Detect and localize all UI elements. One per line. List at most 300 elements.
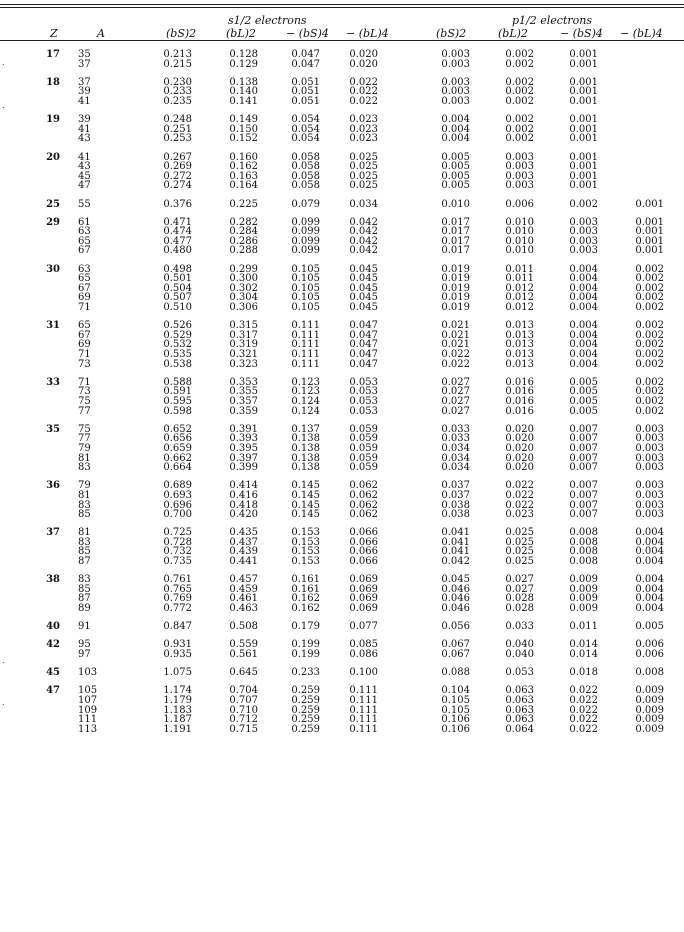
header-a: A [97, 27, 105, 40]
s-bl4-cell: 0.059 [349, 433, 378, 445]
s-bl2-cell: 0.418 [229, 499, 258, 511]
s-bs2-cell: 0.591 [163, 386, 192, 398]
p-bs2-cell: 0.021 [441, 320, 470, 332]
a-cell: 39 [78, 86, 91, 98]
a-cell: 37 [78, 76, 91, 88]
p-bl2-cell: 0.028 [505, 603, 534, 615]
z-cell: 40 [46, 621, 60, 633]
a-cell: 109 [78, 704, 98, 716]
a-cell: 81 [78, 489, 91, 501]
p-bs4-cell: 0.005 [569, 395, 598, 407]
p-bs4-cell: 0.009 [569, 574, 598, 586]
a-cell: 79 [78, 442, 91, 454]
s-bl4-cell: 0.042 [349, 235, 378, 247]
s-bs2-cell: 0.501 [163, 273, 192, 285]
table-row [0, 650, 684, 660]
p-bs2-cell: 0.027 [441, 386, 470, 398]
s-bs2-cell: 0.213 [163, 49, 192, 60]
s-bs4-cell: 0.199 [291, 639, 320, 651]
s-bs2-cell: 0.274 [163, 180, 192, 192]
s-bl4-cell: 0.034 [349, 198, 378, 210]
s-bl2-cell: 0.140 [229, 86, 258, 98]
s-bs2-cell: 0.761 [163, 574, 192, 586]
s-bl2-cell: 0.302 [229, 282, 258, 294]
p-bs2-cell: 0.003 [441, 86, 470, 98]
s-bs2-cell: 0.725 [163, 527, 192, 539]
table-row [0, 510, 684, 520]
s-bl2-cell: 0.162 [229, 161, 258, 173]
s-bs2-cell: 0.935 [163, 649, 192, 660]
p-bl2-cell: 0.011 [505, 263, 534, 275]
element-group [0, 265, 684, 313]
s-bs2-cell: 0.535 [163, 349, 192, 360]
p-bs2-cell: 0.033 [441, 433, 470, 445]
s-bl4-cell: 0.086 [349, 649, 378, 660]
a-cell: 67 [78, 245, 91, 257]
s-bl2-cell: 0.282 [229, 216, 258, 228]
s-bs4-cell: 0.145 [291, 509, 320, 521]
p-bl4-cell: 0.002 [635, 320, 664, 332]
p-bs4-cell: 0.022 [569, 704, 598, 716]
p-bs2-cell: 0.017 [441, 216, 470, 228]
s-bs4-cell: 0.161 [291, 574, 320, 586]
s-bl4-cell: 0.045 [349, 302, 378, 314]
p-bs2-cell: 0.041 [441, 546, 470, 558]
p-bs4-cell: 0.007 [569, 462, 598, 474]
top-rule [0, 4, 684, 5]
s-bl2-cell: 0.508 [229, 621, 258, 633]
s-bl2-cell: 0.459 [229, 583, 258, 595]
p-bl2-cell: 0.002 [505, 58, 534, 70]
s-bs4-cell: 0.105 [291, 273, 320, 285]
p-bs4-cell: 0.005 [569, 386, 598, 398]
p-bs2-cell: 0.027 [441, 405, 470, 417]
p-bs4-cell: 0.003 [569, 245, 598, 257]
a-cell: 95 [78, 639, 91, 651]
p-bl2-cell: 0.063 [505, 704, 534, 716]
a-cell: 55 [78, 198, 91, 210]
p-bs2-cell: 0.005 [441, 170, 470, 182]
p-bl4-cell: 0.009 [635, 704, 664, 716]
table-row [0, 134, 684, 144]
p-bl4-cell: 0.002 [635, 273, 664, 285]
table-row [0, 604, 684, 614]
table-row [0, 303, 684, 313]
s-bs4-cell: 0.259 [291, 685, 320, 697]
s-bl4-cell: 0.111 [349, 694, 378, 706]
p-bl2-cell: 0.028 [505, 593, 534, 605]
p-bs2-cell: 0.005 [441, 180, 470, 192]
element-group [0, 218, 684, 256]
s-bs4-cell: 0.099 [291, 226, 320, 238]
s-bl4-cell: 0.022 [349, 86, 378, 98]
s-bl2-cell: 0.707 [229, 694, 258, 706]
header-p-bl4: − (bL)4 [620, 27, 663, 40]
p-bs2-cell: 0.017 [441, 235, 470, 247]
p-bs4-cell: 0.001 [569, 114, 598, 126]
s-bs4-cell: 0.099 [291, 235, 320, 247]
s-bl2-cell: 0.457 [229, 574, 258, 586]
p-bs2-cell: 0.067 [441, 639, 470, 651]
a-cell: 107 [78, 694, 98, 706]
s-bl2-cell: 0.353 [229, 376, 258, 388]
s-bl2-cell: 0.414 [229, 480, 258, 492]
a-cell: 71 [78, 376, 91, 388]
p-bs2-cell: 0.027 [441, 395, 470, 407]
p-bs2-cell: 0.033 [441, 423, 470, 435]
s-bl4-cell: 0.062 [349, 499, 378, 511]
p-bl4-cell: 0.001 [635, 216, 664, 228]
a-cell: 75 [78, 423, 91, 435]
s-bs4-cell: 0.153 [291, 546, 320, 558]
p-bs2-cell: 0.019 [441, 302, 470, 314]
header-p-bs2: (bS)2 [436, 27, 467, 40]
a-cell: 71 [78, 302, 91, 314]
s-bl4-cell: 0.059 [349, 442, 378, 454]
p-bl4-cell: 0.004 [635, 593, 664, 605]
a-cell: 41 [78, 95, 91, 107]
p-bl4-cell: 0.002 [635, 339, 664, 351]
s-bl4-cell: 0.047 [349, 320, 378, 332]
a-cell: 85 [78, 583, 91, 595]
a-cell: 97 [78, 649, 91, 660]
s-bl4-cell: 0.025 [349, 161, 378, 173]
p-bl2-cell: 0.002 [505, 133, 534, 145]
p-bs2-cell: 0.106 [441, 723, 470, 735]
p-bs4-cell: 0.001 [569, 95, 598, 107]
a-cell: 39 [78, 114, 91, 126]
a-cell: 41 [78, 151, 91, 163]
s-bs4-cell: 0.058 [291, 151, 320, 163]
p-bs4-cell: 0.001 [569, 49, 598, 60]
s-bl4-cell: 0.025 [349, 170, 378, 182]
p-bs4-cell: 0.004 [569, 320, 598, 332]
p-bs2-cell: 0.045 [441, 574, 470, 586]
table-row [0, 60, 684, 70]
p-bs2-cell: 0.017 [441, 226, 470, 238]
s-bl2-cell: 0.710 [229, 704, 258, 716]
s-bs4-cell: 0.111 [291, 339, 320, 351]
p-bs2-cell: 0.037 [441, 489, 470, 501]
p-bl2-cell: 0.027 [505, 583, 534, 595]
p-bl2-cell: 0.025 [505, 556, 534, 568]
header-s-bl2: (bL)2 [226, 27, 256, 40]
a-cell: 73 [78, 386, 91, 398]
p-bs4-cell: 0.001 [569, 123, 598, 135]
p-bs4-cell: 0.004 [569, 292, 598, 304]
s-bl2-cell: 0.141 [229, 95, 258, 107]
p-bl4-cell: 0.001 [635, 245, 664, 257]
a-cell: 103 [78, 667, 98, 679]
s-bs4-cell: 0.161 [291, 583, 320, 595]
p-bl4-cell: 0.003 [635, 423, 664, 435]
element-group [0, 78, 684, 107]
p-bs2-cell: 0.105 [441, 704, 470, 716]
top-rule-2 [0, 7, 684, 8]
s-bs4-cell: 0.179 [291, 621, 320, 633]
s-bs4-cell: 0.058 [291, 180, 320, 192]
s-bs2-cell: 0.480 [163, 245, 192, 257]
p-bl2-cell: 0.020 [505, 442, 534, 454]
p-bs4-cell: 0.007 [569, 499, 598, 511]
s-bs2-cell: 0.728 [163, 536, 192, 548]
a-cell: 91 [78, 621, 91, 633]
s-bl4-cell: 0.047 [349, 349, 378, 360]
s-bs4-cell: 0.259 [291, 714, 320, 726]
s-bs2-cell: 0.765 [163, 583, 192, 595]
s-bs2-cell: 0.529 [163, 329, 192, 341]
p-bl2-cell: 0.016 [505, 376, 534, 388]
p-bs4-cell: 0.005 [569, 376, 598, 388]
a-cell: 85 [78, 509, 91, 521]
s-bl4-cell: 0.062 [349, 489, 378, 501]
a-cell: 63 [78, 263, 91, 275]
s-bl2-cell: 0.150 [229, 123, 258, 135]
p-bl4-cell: 0.004 [635, 527, 664, 539]
s-bs2-cell: 0.689 [163, 480, 192, 492]
s-bs2-cell: 0.248 [163, 114, 192, 126]
s-bl4-cell: 0.042 [349, 245, 378, 257]
p-bl2-cell: 0.010 [505, 235, 534, 247]
element-group [0, 528, 684, 566]
s-bs2-cell: 1.191 [163, 723, 192, 735]
table-row [0, 97, 684, 107]
p-bl4-cell: 0.002 [635, 358, 664, 370]
z-cell: 17 [46, 49, 60, 60]
p-bl2-cell: 0.003 [505, 161, 534, 173]
s-bl4-cell: 0.111 [349, 714, 378, 726]
z-cell: 47 [46, 685, 60, 697]
s-bl2-cell: 0.441 [229, 556, 258, 568]
p-bs2-cell: 0.019 [441, 263, 470, 275]
s-bs2-cell: 0.656 [163, 433, 192, 445]
s-bl2-cell: 0.715 [229, 723, 258, 735]
s-bl4-cell: 0.069 [349, 574, 378, 586]
s-bs4-cell: 0.105 [291, 302, 320, 314]
s-bl4-cell: 0.045 [349, 273, 378, 285]
p-bl2-cell: 0.040 [505, 649, 534, 660]
p-bl4-cell: 0.005 [635, 621, 664, 633]
a-cell: 65 [78, 235, 91, 247]
s-bl4-cell: 0.053 [349, 386, 378, 398]
a-cell: 45 [78, 170, 91, 182]
s-bs2-cell: 0.772 [163, 603, 192, 615]
table-row [0, 557, 684, 567]
p-bl2-cell: 0.025 [505, 536, 534, 548]
a-cell: 89 [78, 603, 91, 615]
s-bl4-cell: 0.020 [349, 58, 378, 70]
p-bl4-cell: 0.003 [635, 452, 664, 464]
s-bs2-cell: 0.652 [163, 423, 192, 435]
a-cell: 75 [78, 395, 91, 407]
s-bl2-cell: 0.319 [229, 339, 258, 351]
z-cell: 25 [46, 198, 60, 210]
s-bl4-cell: 0.022 [349, 76, 378, 88]
s-bl4-cell: 0.023 [349, 133, 378, 145]
p-bs2-cell: 0.034 [441, 442, 470, 454]
a-cell: 47 [78, 180, 91, 192]
s-bs4-cell: 0.099 [291, 245, 320, 257]
p-bl2-cell: 0.003 [505, 180, 534, 192]
p-bs2-cell: 0.005 [441, 151, 470, 163]
s-bl2-cell: 0.393 [229, 433, 258, 445]
a-cell: 61 [78, 216, 91, 228]
s-bs2-cell: 0.931 [163, 639, 192, 651]
table-row [0, 463, 684, 473]
p-bs4-cell: 0.004 [569, 329, 598, 341]
p-bs2-cell: 0.004 [441, 114, 470, 126]
p-bl2-cell: 0.023 [505, 509, 534, 521]
p-bl4-cell: 0.002 [635, 349, 664, 360]
p-bs2-cell: 0.038 [441, 509, 470, 521]
p-bs4-cell: 0.008 [569, 536, 598, 548]
p-bl2-cell: 0.012 [505, 302, 534, 314]
p-bl4-cell: 0.002 [635, 263, 664, 275]
p-bl4-cell: 0.003 [635, 509, 664, 521]
p-bl4-cell: 0.003 [635, 462, 664, 474]
a-cell: 35 [78, 49, 91, 60]
s-bs2-cell: 0.847 [163, 621, 192, 633]
s-bs2-cell: 0.471 [163, 216, 192, 228]
element-group [0, 622, 684, 632]
a-cell: 37 [78, 58, 91, 70]
s-bs2-cell: 0.588 [163, 376, 192, 388]
p-bl2-cell: 0.033 [505, 621, 534, 633]
s-bl4-cell: 0.047 [349, 339, 378, 351]
p-bl4-cell: 0.004 [635, 574, 664, 586]
s-bl2-cell: 0.288 [229, 245, 258, 257]
s-bs2-cell: 1.174 [163, 685, 192, 697]
s-bs4-cell: 0.138 [291, 442, 320, 454]
p-bl4-cell: 0.004 [635, 546, 664, 558]
p-bl2-cell: 0.025 [505, 527, 534, 539]
s-bs4-cell: 0.138 [291, 433, 320, 445]
s-bs2-cell: 0.662 [163, 452, 192, 464]
p-bl4-cell: 0.004 [635, 556, 664, 568]
p-bl2-cell: 0.020 [505, 433, 534, 445]
s-bl2-cell: 0.704 [229, 685, 258, 697]
p-bl4-cell: 0.009 [635, 714, 664, 726]
s-bl4-cell: 0.045 [349, 282, 378, 294]
p-bs2-cell: 0.003 [441, 95, 470, 107]
s-bl2-cell: 0.152 [229, 133, 258, 145]
p-bl2-cell: 0.010 [505, 245, 534, 257]
p-bs4-cell: 0.004 [569, 263, 598, 275]
a-cell: 73 [78, 358, 91, 370]
table-row [0, 200, 684, 210]
p-bs4-cell: 0.008 [569, 556, 598, 568]
p-bs4-cell: 0.004 [569, 302, 598, 314]
a-cell: 65 [78, 320, 91, 332]
p-bs2-cell: 0.004 [441, 123, 470, 135]
p-bl4-cell: 0.003 [635, 489, 664, 501]
a-cell: 79 [78, 480, 91, 492]
p-bs4-cell: 0.004 [569, 273, 598, 285]
a-cell: 111 [78, 714, 98, 726]
p-bs4-cell: 0.007 [569, 442, 598, 454]
s-bs2-cell: 1.179 [163, 694, 192, 706]
p-bs4-cell: 0.007 [569, 489, 598, 501]
s-bs4-cell: 0.111 [291, 329, 320, 341]
s-bs2-cell: 0.233 [163, 86, 192, 98]
element-group [0, 153, 684, 191]
s-bs4-cell: 0.054 [291, 114, 320, 126]
s-bs4-cell: 0.199 [291, 649, 320, 660]
z-cell: 38 [46, 574, 60, 586]
p-bl2-cell: 0.002 [505, 95, 534, 107]
p-bs4-cell: 0.003 [569, 216, 598, 228]
table-row [0, 246, 684, 256]
p-bl4-cell: 0.002 [635, 386, 664, 398]
s-bl2-cell: 0.359 [229, 405, 258, 417]
z-cell: 19 [46, 114, 60, 126]
s-bs4-cell: 0.138 [291, 462, 320, 474]
a-cell: 41 [78, 123, 91, 135]
s-bs4-cell: 0.105 [291, 292, 320, 304]
s-bs4-cell: 0.047 [291, 58, 320, 70]
p-bl2-cell: 0.022 [505, 489, 534, 501]
s-bs4-cell: 0.137 [291, 423, 320, 435]
header-z: Z [50, 27, 58, 40]
p-bl2-cell: 0.027 [505, 574, 534, 586]
s-bs4-cell: 0.124 [291, 395, 320, 407]
s-bl2-cell: 0.399 [229, 462, 258, 474]
z-cell: 30 [46, 263, 60, 275]
s-bs2-cell: 0.474 [163, 226, 192, 238]
s-bs4-cell: 0.054 [291, 123, 320, 135]
p-bl4-cell: 0.002 [635, 376, 664, 388]
s-bs2-cell: 0.235 [163, 95, 192, 107]
element-group [0, 481, 684, 519]
s-bs4-cell: 0.105 [291, 282, 320, 294]
element-group [0, 686, 684, 734]
p-bs4-cell: 0.001 [569, 76, 598, 88]
s-bs2-cell: 0.659 [163, 442, 192, 454]
a-cell: 87 [78, 556, 91, 568]
p-bs2-cell: 0.088 [441, 667, 470, 679]
s-bl2-cell: 0.391 [229, 423, 258, 435]
s-bl2-cell: 0.284 [229, 226, 258, 238]
a-cell: 69 [78, 339, 91, 351]
s-bs4-cell: 0.058 [291, 170, 320, 182]
element-group [0, 321, 684, 369]
p-half-group-label: p1/2 electrons [512, 14, 592, 27]
s-bl2-cell: 0.357 [229, 395, 258, 407]
s-bl4-cell: 0.069 [349, 603, 378, 615]
p-bs4-cell: 0.001 [569, 170, 598, 182]
a-cell: 81 [78, 452, 91, 464]
s-bl4-cell: 0.059 [349, 423, 378, 435]
p-bl4-cell: 0.003 [635, 480, 664, 492]
element-group [0, 115, 684, 144]
z-cell: 35 [46, 423, 60, 435]
s-bs4-cell: 0.162 [291, 593, 320, 605]
s-bs2-cell: 0.598 [163, 405, 192, 417]
s-bl2-cell: 0.645 [229, 667, 258, 679]
p-bs4-cell: 0.008 [569, 527, 598, 539]
s-bl4-cell: 0.069 [349, 593, 378, 605]
a-cell: 69 [78, 292, 91, 304]
p-bl2-cell: 0.010 [505, 216, 534, 228]
s-bs2-cell: 0.376 [163, 198, 192, 210]
z-cell: 36 [46, 480, 60, 492]
s-bs2-cell: 0.532 [163, 339, 192, 351]
p-bs2-cell: 0.010 [441, 198, 470, 210]
p-bs2-cell: 0.021 [441, 339, 470, 351]
p-bl2-cell: 0.053 [505, 667, 534, 679]
p-bs2-cell: 0.003 [441, 58, 470, 70]
element-group [0, 378, 684, 416]
